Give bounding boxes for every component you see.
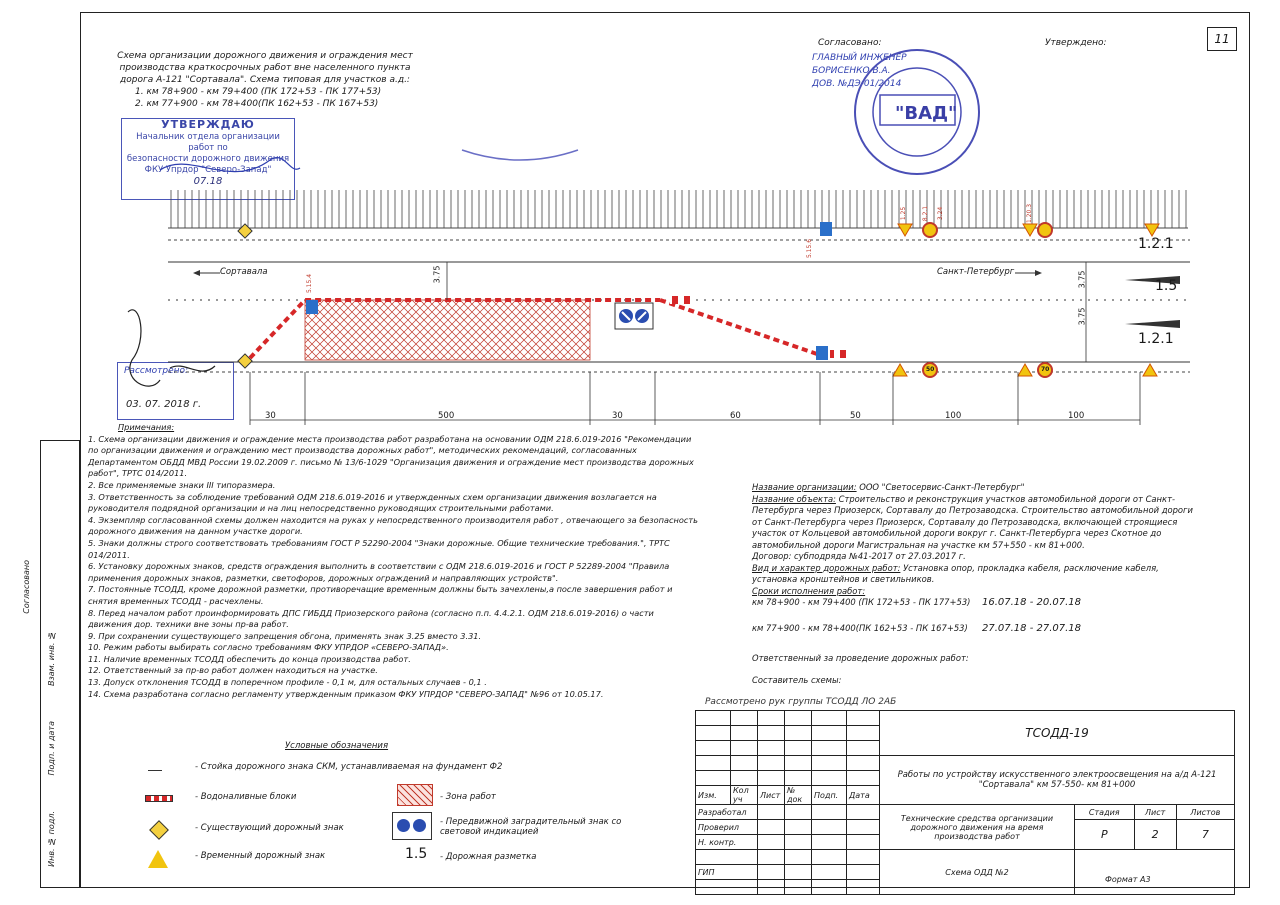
doc-code: ТСОДД-19 xyxy=(880,711,1235,756)
lane-width: 3.75 xyxy=(432,265,442,284)
col-header: Дата xyxy=(847,786,880,805)
note-item: 5. Знаки должны строго соответствовать требованиям ГОСТ Р 52290-2004 "Знаки дорожные. Общие технические требования.", ТРТС 014/2011. xyxy=(88,537,670,560)
distance-label: 30 xyxy=(612,411,623,421)
stage-value: Р xyxy=(1075,820,1135,850)
work-label: Вид и характер дорожных работ: xyxy=(752,562,901,573)
mobile-barrier-sign xyxy=(615,303,653,329)
lane-width: 3.75 xyxy=(1077,270,1087,289)
term-2: км 77+900 - км 78+400(ПК 162+53 - ПК 167+53) xyxy=(752,623,968,633)
note-item: 10. Режим работы выбирать согласно требованиям ФКУ УПРДОР «СЕВЕРО-ЗАПАД». xyxy=(88,642,449,653)
direction-right: Санкт-Петербург xyxy=(937,267,1015,277)
note-item: 14. Схема разработана согласно регламенту утвержденным приказом ФКУ УПРДОР "СЕВЕРО-ЗАПАД" №96 от 10.05.17. xyxy=(88,688,604,699)
side-replace-inv: Взам. инв. № xyxy=(47,631,56,686)
legend-item: - Временный дорожный знак xyxy=(195,851,326,861)
stage-label: Стадия xyxy=(1075,805,1135,820)
note-item: 7. Постоянные ТСОДД, кроме дорожной разметки, противоречащие временным должны быть зачехлены,а после завершения работ и снятия временных ТСОДД - расчехлены. xyxy=(88,584,673,606)
sheet-value: 2 xyxy=(1134,820,1176,850)
title-line-3: дорога А-121 "Сортавала". Схема типовая для участков а.д.: xyxy=(120,75,410,85)
approved-label: Утверждено: xyxy=(1045,38,1107,48)
reviewed-date: 03. 07. 2018 г. xyxy=(126,399,202,410)
agreed-line-2: БОРИСЕНКО В.А. xyxy=(812,66,891,76)
term-1-date: 16.07.18 - 20.07.18 xyxy=(982,597,1082,608)
terms-label: Сроки исполнения работ: xyxy=(752,585,866,596)
note-item: 12. Ответственный за пр-во работ должен находиться на участке. xyxy=(88,665,378,676)
doc-title: Технические средства организации дорожного движения на время производства работ xyxy=(880,805,1075,850)
distance-label: 30 xyxy=(265,411,276,421)
role-norm-control: Н. контр. xyxy=(696,835,758,850)
work-value: Установка опор, прокладка кабеля, расключение кабеля, установка кронштейнов и светильников. xyxy=(752,562,1159,584)
title-item-2: 2. км 77+900 - км 78+400(ПК 162+53 - ПК 167+53) xyxy=(135,99,379,109)
direction-left: Сортавала xyxy=(220,267,268,277)
barrier-line-right xyxy=(660,300,820,355)
reviewed-label: Рассмотрено: xyxy=(124,366,189,376)
sign-code: 1.20.3 xyxy=(1026,203,1034,224)
mobile-barrier-icon xyxy=(392,812,432,840)
info-sign-icon xyxy=(820,222,832,236)
work-zone-icon xyxy=(397,784,433,806)
roadside-fence xyxy=(168,190,1188,228)
title-item-1: 1. км 78+900 - км 79+400 (ПК 172+53 - ПК 177+53) xyxy=(135,87,382,97)
seal-center: "ВАД" xyxy=(895,103,958,124)
marking-label: 1.5 xyxy=(1155,278,1178,294)
distance-label: 100 xyxy=(1068,411,1085,421)
work-zone xyxy=(305,300,590,360)
distance-label: 500 xyxy=(438,411,455,421)
distance-label: 100 xyxy=(945,411,962,421)
lane-arrow-icon xyxy=(1125,320,1180,328)
sign-post-icon xyxy=(148,764,162,771)
object-value: Строительство и реконструкция участков автомобильной дороги от Санкт-Петербурга через Приозерск, Сортавалу до Петрозаводска. Строительство автомобильной дороги от Санкт-Петербурга через Приозерск, Сортавалу до Петрозаводска, включающей строящиеся участок от Кольцевой автомобильной дороги вокруг г. Санкт-Петербурга через Скотное до автомобильной дороги Магистральная на участке км 57+550 - км 81+000. xyxy=(752,493,1193,550)
approve-stamp-line-3: ФКУ Упрдор "Северо-Запад" xyxy=(144,165,272,175)
role-checker: Проверил xyxy=(696,820,758,835)
sheets-label: Листов xyxy=(1176,805,1234,820)
note-item: 11. Наличие временных ТСОДД обеспечить до конца производства работ. xyxy=(88,653,411,664)
notes xyxy=(88,422,698,700)
signature xyxy=(128,310,160,386)
col-header: Изм. xyxy=(696,786,731,805)
format-label: Формат А3 xyxy=(1105,875,1151,884)
temporary-sign-icon xyxy=(148,850,168,868)
object-label: Название объекта: xyxy=(752,493,836,504)
barrier-block xyxy=(830,350,852,358)
col-header: Кол уч xyxy=(731,786,758,805)
legend-title: Условные обозначения xyxy=(285,741,389,751)
organization-info xyxy=(752,482,1202,686)
partial-seal xyxy=(462,150,578,160)
approve-stamp-date: 07.18 xyxy=(193,176,223,187)
sign-code: 1.25 xyxy=(900,206,908,221)
marking-label: 1.2.1 xyxy=(1138,236,1174,252)
sign-code: 5.15.4 xyxy=(306,273,314,294)
org-name: ООО "Светосервис-Санкт-Петербург" xyxy=(856,482,1025,492)
note-item: 8. Перед началом работ проинформировать ДПС ГИБДД Приозерского района (согласно п.п. 4.4.2.1. ОДМ 218.6.019-2016) о части движения дор. техники вне зоны пр-ва работ. xyxy=(88,607,654,630)
responsible-label: Ответственный за проведение дорожных работ: xyxy=(752,653,969,663)
agreed-line-3: ДОВ. №ДЭ-01/2014 xyxy=(812,79,902,89)
sign-code: 3.24 xyxy=(937,206,945,221)
info-sign-icon xyxy=(816,346,828,360)
note-item: 13. Допуск отклонения ТСОДД в поперечном профиле - 0,1 м, для остальных случаев - 0,1 . xyxy=(88,677,487,688)
role-empty xyxy=(696,850,758,865)
side-sign-date: Подп. и дата xyxy=(47,721,56,776)
barrier-icon xyxy=(145,795,173,802)
sheet-label: Лист xyxy=(1134,805,1176,820)
speed-limit: 50 xyxy=(926,366,935,373)
note-item: 1. Схема организации движения и ограждение места производства работ разработана на основании ОДМ 218.6.019-2016 "Рекомендации по организации движения и ограждению мест производства дорожных работ", методических рекомендаций, согласованных Департаментом ОБДД МВД России 19.02.2009 г. письмо № 13/6-1029 "Организация движения и ограждение мест производства дорожных работ", ТРТС 014/2011. xyxy=(88,433,694,479)
legend-item: - Стойка дорожного знака СКМ, устанавливаемая на фундамент Ф2 xyxy=(195,762,503,772)
sheet-number: 11 xyxy=(1207,27,1237,51)
note-item: 4. Экземпляр согласованной схемы должен находится на руках у непосредственного производителя работ , отвечающего за безопасность дорожного движения на данном участке дороги. xyxy=(88,514,698,537)
author-label: Составитель схемы: xyxy=(752,674,842,685)
approve-stamp-line-1: Начальник отдела организации работ по xyxy=(136,132,280,153)
sign-code: 5.15.6 xyxy=(806,238,814,259)
barrier-block xyxy=(670,296,692,304)
approve-stamp-header: УТВЕРЖДАЮ xyxy=(161,118,255,131)
title-line-2: производства краткосрочных работ вне населенного пункта xyxy=(119,63,411,73)
contract: Договор: субподряда №41-2017 от 27.03.2017 г. xyxy=(752,551,966,561)
note-item: 6. Установку дорожных знаков, средств ограждения выполнить в соответствии с ОДМ 218.6.019-2016 и ГОСТ Р 52289-2004 "Правила применения дорожных знаков, разметки, светофоров, дорожных ограждений и направляющих устройств". xyxy=(88,561,670,583)
approve-stamp-line-2: безопасности дорожного движения xyxy=(126,154,290,164)
sign-code: 8.2.1 xyxy=(922,205,930,222)
sheets-value: 7 xyxy=(1176,820,1234,850)
side-inv-no: Инв. № подл. xyxy=(47,811,56,867)
legend-item: - Передвижной заградительный знак со световой индикацией xyxy=(440,817,622,837)
legend-item: - Зона работ xyxy=(440,792,496,802)
distance-label: 50 xyxy=(850,411,861,421)
col-header: Лист xyxy=(758,786,785,805)
org-name-label: Название организации: xyxy=(752,482,857,492)
marking-sample: 1.5 xyxy=(405,846,428,862)
note-item: 9. При сохранении существующего запрещения обгона, применять знак 3.25 вместо 3.31. xyxy=(88,630,482,641)
legend-item: - Существующий дорожный знак xyxy=(195,823,344,833)
note-item: 2. Все применяемые знаки III типоразмера. xyxy=(88,479,276,490)
signature xyxy=(160,158,300,172)
legend-item: - Дорожная разметка xyxy=(440,852,537,862)
term-2-date: 27.07.18 - 27.07.18 xyxy=(982,623,1082,634)
speed-limit: 70 xyxy=(1041,366,1050,373)
info-sign-icon xyxy=(306,300,318,314)
agreed-line-1: ГЛАВНЫЙ ИНЖЕНЕР xyxy=(812,53,907,63)
title-block-table xyxy=(695,710,1235,895)
work-title: Работы по устройству искусственного электроосвещения на а/д А-121 "Сортавала" км 57-550- км 81+000 xyxy=(880,756,1235,805)
role-developer: Разработал xyxy=(696,805,758,820)
side-agreed: Согласовано xyxy=(22,560,31,614)
scheme-name: Схема ОДД №2 xyxy=(880,850,1075,895)
legend-item: - Водоналивные блоки xyxy=(195,792,297,802)
role-gip: ГИП xyxy=(696,865,758,880)
distance-label: 60 xyxy=(730,411,741,421)
col-header: Подп. xyxy=(812,786,847,805)
lane-width: 3.75 xyxy=(1077,307,1087,326)
col-header: № док xyxy=(785,786,812,805)
notes-header: Примечания: xyxy=(118,422,175,432)
agreed-label: Согласовано: xyxy=(818,38,882,48)
term-1: км 78+900 - км 79+400 (ПК 172+53 - ПК 177+53) xyxy=(752,597,971,607)
note-item: 3. Ответственность за соблюдение требований ОДМ 218.6.019-2016 и утвержденных схем организации движения возлагается на руководителя подрядной организации и на лиц непосредственно руководящих строительными работами. xyxy=(88,491,657,514)
handwritten-note: Рассмотрено рук группы ТСОДД ЛО 2АБ xyxy=(705,697,897,707)
marking-label: 1.2.1 xyxy=(1138,331,1174,347)
title-line-1: Схема организации дорожного движения и ограждения мест xyxy=(117,51,413,61)
